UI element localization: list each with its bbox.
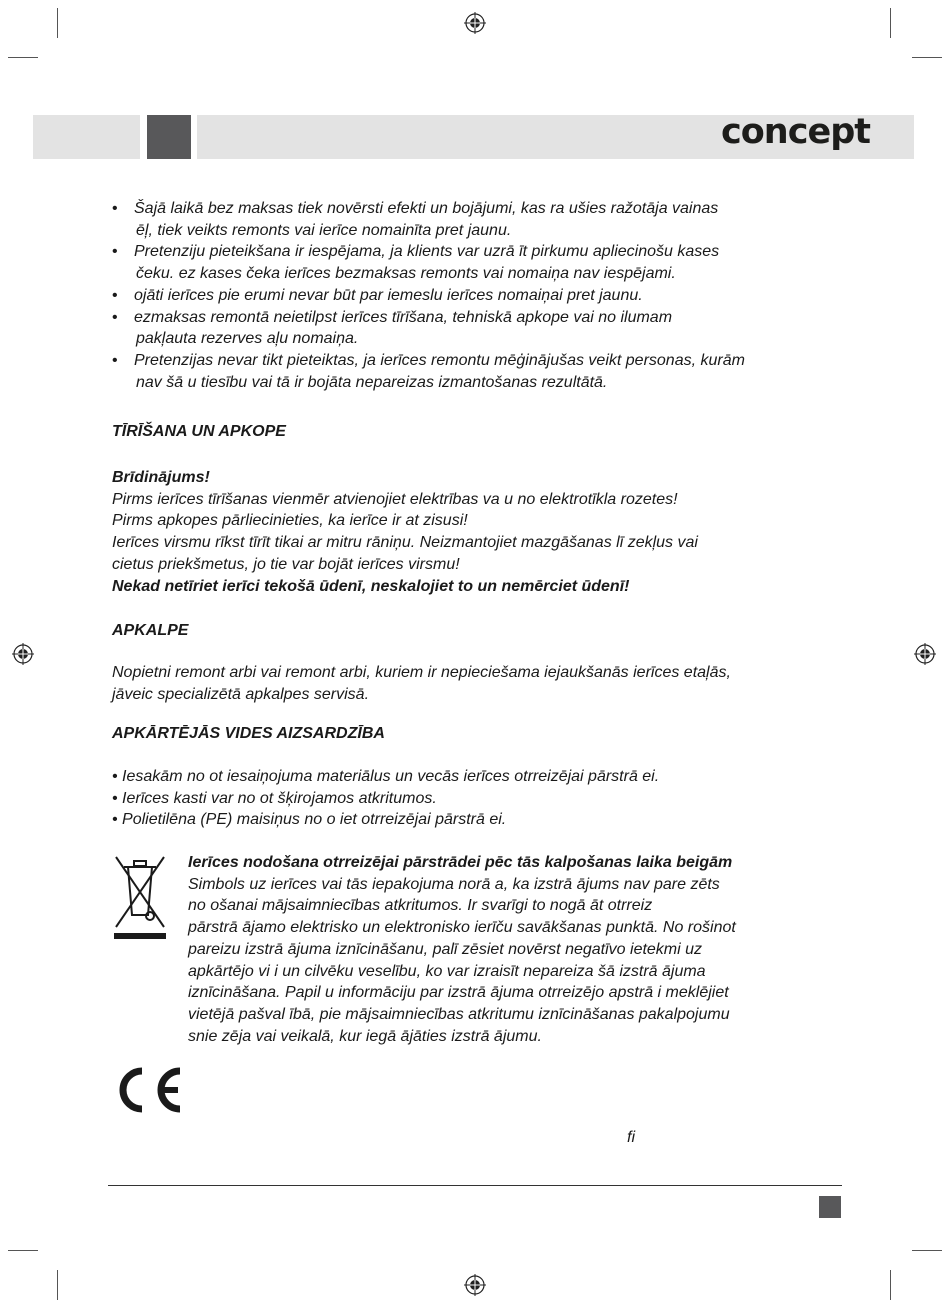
text-line: iznīcināšana. Papil u informāciju par izstrā ājuma otrreizējo apstrā i meklējiet xyxy=(188,984,729,1002)
list-item: • Ierīces kasti var no ot šķirojamos atkritumos. xyxy=(112,789,437,807)
section-title-cleaning: TĪRĪŠANA UN APKOPE xyxy=(112,423,286,440)
text-line: snie zēja vai veikalā, kur iegā ājāties izstrā ājumu. xyxy=(188,1027,542,1045)
list-item: • Pretenziju pieteikšana ir iespējama, ja klients var uzrā īt pirkumu apliecinošu kases čeku. ez kases čeka ierīces bezmaksas remonts vai nomaiņa nav iespējami. xyxy=(112,241,842,284)
text-line: apkārtējo vi i un cilvēku veselību, ko var izraisīt nepareiza šā izstrā ājuma xyxy=(188,962,706,980)
disposal-section xyxy=(188,852,838,1047)
warranty-section xyxy=(112,198,842,393)
text-line: cietus priekšmetus, jo tie var bojāt ierīces virsmu! xyxy=(112,555,460,573)
section-title-environment: APKĀRTĒJĀS VIDES AIZSARDZĪBA xyxy=(112,725,385,742)
footer-page-square xyxy=(819,1196,841,1218)
text-line: jāveic specializētā apkalpes servisā. xyxy=(112,685,370,703)
header-band-dark-square xyxy=(147,115,191,159)
text-line: Ierīces virsmu rīkst tīrīt tikai ar mitru rāniņu. Neizmantojiet mazgāšanas lī zekļus vai xyxy=(112,534,698,552)
crop-mark xyxy=(57,8,58,38)
bold-warning: Nekad netīriet ierīci tekošā ūdenī, neskalojiet to un nemērciet ūdenī! xyxy=(112,577,630,595)
crossed-out-wheelie-bin-icon xyxy=(110,853,170,943)
header-band-left xyxy=(33,115,140,159)
crop-mark xyxy=(8,57,38,58)
crop-mark xyxy=(912,57,942,58)
crop-mark xyxy=(57,1270,58,1300)
registration-mark-icon xyxy=(464,12,486,34)
list-item: • ezmaksas remontā neietilpst ierīces tīrīšana, tehniskā apkope vai no ilumam pakļauta rezerves aļu nomaiņa. xyxy=(112,307,842,350)
text-line: vietējā pašval ībā, pie mājsaimniecības atkritumu iznīcināšanas pakalpojumu xyxy=(188,1005,730,1023)
crop-mark xyxy=(890,1270,891,1300)
text-line: Pirms ierīces tīrīšanas vienmēr atvienojiet elektrības va u no elektrotīkla rozetes! xyxy=(112,490,678,508)
footer-mark: fi xyxy=(627,1129,635,1146)
crop-mark xyxy=(8,1250,38,1251)
disposal-title: Ierīces nodošana otrreizējai pārstrādei pēc tās kalpošanas laika beigām xyxy=(188,854,733,871)
text-line: Nopietni remont arbi vai remont arbi, kuriem ir nepieciešama iejaukšanās ierīces etaļās, xyxy=(112,664,731,681)
registration-mark-icon xyxy=(914,643,936,665)
text-line: Pirms apkopes pārliecinieties, ka ierīce ir at zisusi! xyxy=(112,512,468,530)
registration-mark-icon xyxy=(464,1274,486,1296)
text-line: Simbols uz ierīces vai tās iepakojuma norā a, ka izstrā ājums nav pare zēts xyxy=(188,875,720,893)
registration-mark-icon xyxy=(12,643,34,665)
section-title-service: APKALPE xyxy=(112,622,189,639)
list-item: • Polietilēna (PE) maisiņus no o iet otrreizējai pārstrā ei. xyxy=(112,811,507,829)
crop-mark xyxy=(912,1250,942,1251)
text-line: pareizu izstrā ājuma iznīcināšanu, palī zēsiet novērst negatīvo ietekmi uz xyxy=(188,940,703,958)
list-item: • Šajā laikā bez maksas tiek novērsti efekti un bojājumi, kas ra ušies ražotāja vainas ēļ, tiek veikts remonts vai ierīce nomainīta pret jaunu. xyxy=(112,198,842,241)
crop-mark xyxy=(890,8,891,38)
list-item: • ojāti ierīces pie erumi nevar būt par iemeslu ierīces nomaiņai pret jaunu. xyxy=(112,285,842,307)
list-item: • Pretenzijas nevar tikt pieteiktas, ja ierīces remontu mēģinājušas veikt personas, kurām nav šā u tiesību vai tā ir bojāta nepareizas izmantošanas rezultātā. xyxy=(112,350,842,393)
ce-mark-icon xyxy=(112,1065,184,1115)
footer-divider xyxy=(108,1185,842,1186)
list-item: • Iesakām no ot iesaiņojuma materiālus un vecās ierīces otrreizējai pārstrā ei. xyxy=(112,768,660,785)
warranty-list xyxy=(112,198,842,393)
environment-list xyxy=(112,766,842,831)
text-line: pārstrā ājamo elektrisko un elektronisko ierīču savākšanas punktā. No rošinot xyxy=(188,919,736,937)
text-line: no ošanai mājsaimniecības atkritumos. Ir svarīgi to nogā āt otrreiz xyxy=(188,897,653,915)
warning-title: Brīdinājums! xyxy=(112,469,210,486)
brand-logo: concept xyxy=(721,112,870,152)
